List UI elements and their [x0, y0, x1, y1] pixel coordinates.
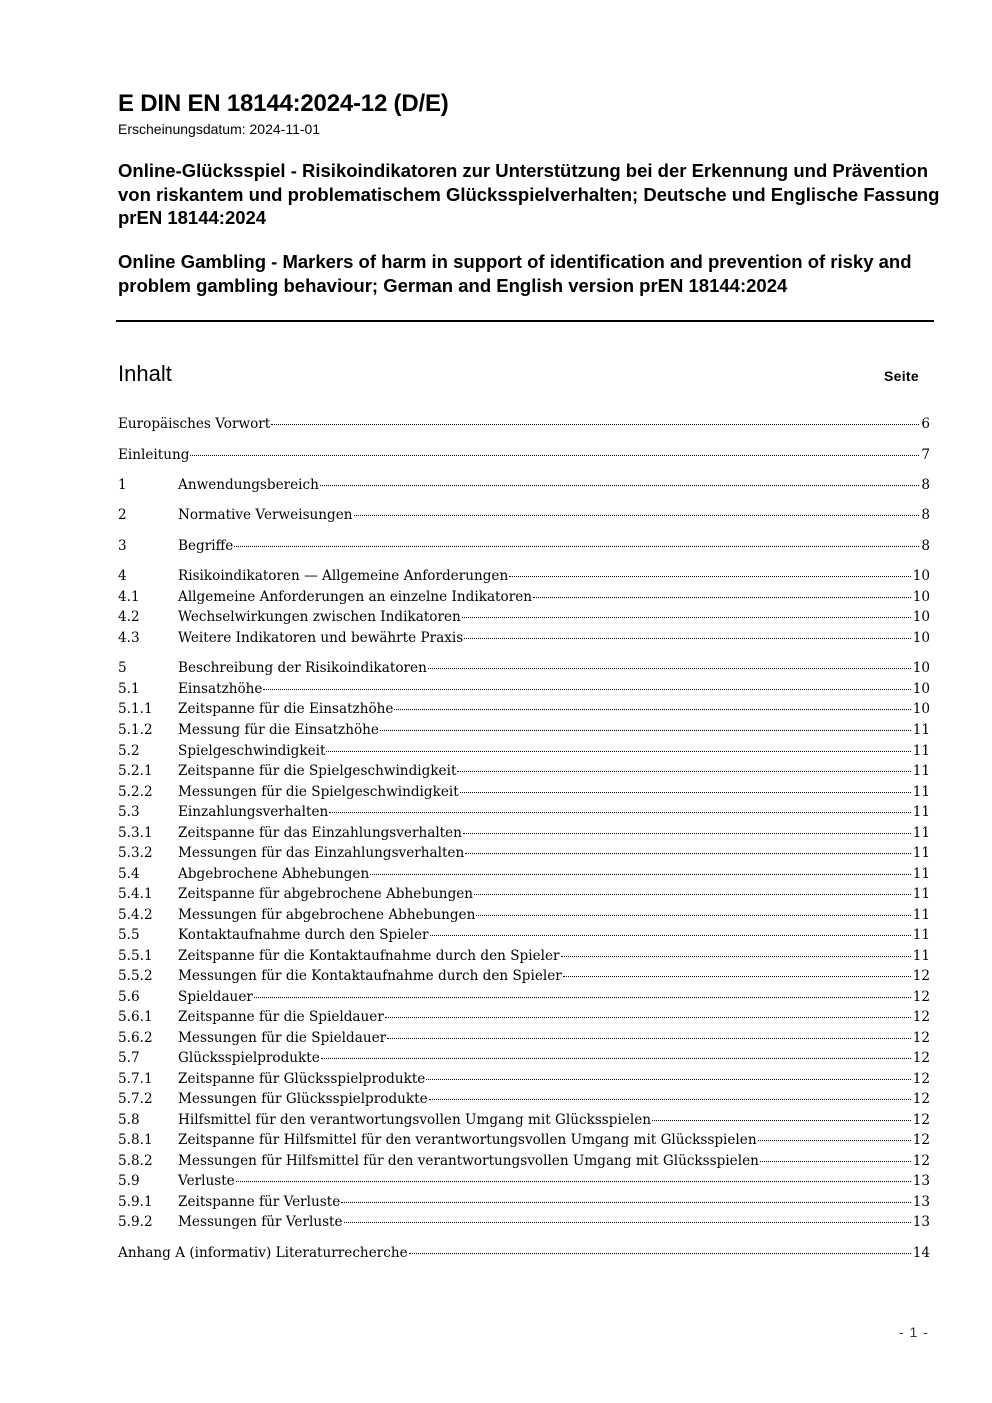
toc-entry-page: 12 — [912, 1071, 930, 1087]
toc-entry-number: 5.2.2 — [118, 784, 153, 800]
toc-entry[interactable] — [118, 660, 930, 681]
toc-dot-leader — [463, 833, 911, 834]
toc-entry-number: 4.1 — [118, 589, 140, 605]
toc-entry-title: Weitere Indikatoren und bewährte Praxis — [178, 630, 464, 646]
toc-dot-leader — [234, 546, 919, 547]
toc-entry-number: 1 — [118, 477, 127, 493]
toc-entry-number: 5.5 — [118, 927, 140, 943]
toc-entry-page: 10 — [912, 681, 930, 697]
toc-entry-page: 12 — [912, 968, 930, 984]
toc-entry-title: Anhang A (informativ) Literaturrecherche — [118, 1245, 408, 1261]
toc-dot-leader — [464, 638, 910, 639]
toc-entry-title: Zeitspanne für Hilfsmittel für den verantwortungsvollen Umgang mit Glücksspielen — [178, 1132, 757, 1148]
toc-entry[interactable] — [118, 968, 930, 989]
toc-entry-page: 7 — [921, 447, 930, 463]
toc-entry-number: 5.1 — [118, 681, 140, 697]
toc-entry[interactable] — [118, 568, 930, 589]
publication-date: Erscheinungsdatum: 2024-11-01 — [118, 121, 321, 137]
toc-entry-number: 5.2.1 — [118, 763, 153, 779]
toc-entry-page: 11 — [912, 845, 930, 861]
toc-entry-number: 3 — [118, 538, 127, 554]
toc-entry-page: 11 — [912, 825, 930, 841]
toc-entry[interactable] — [118, 845, 930, 866]
toc-entry-title: Messungen für die Spieldauer — [178, 1030, 387, 1046]
toc-dot-leader — [476, 915, 910, 916]
toc-entry-title: Einleitung — [118, 447, 190, 463]
toc-entry-title: Messungen für Verluste — [178, 1214, 343, 1230]
toc-entry-title: Hilfsmittel für den verantwortungsvollen Umgang mit Glücksspielen — [178, 1112, 652, 1128]
toc-entry-title: Spieldauer — [178, 989, 253, 1005]
toc-dot-leader — [760, 1161, 911, 1162]
toc-entry-page: 12 — [912, 1030, 930, 1046]
toc-entry-page: 10 — [912, 660, 930, 676]
toc-entry-title: Messungen für das Einzahlungsverhalten — [178, 845, 465, 861]
toc-entry-number: 5.3 — [118, 804, 140, 820]
toc-dot-leader — [428, 668, 911, 669]
toc-entry-page: 11 — [912, 804, 930, 820]
toc-entry-number: 5.7.1 — [118, 1071, 153, 1087]
toc-entry-title: Anwendungsbereich — [178, 477, 319, 493]
toc-dot-leader — [326, 751, 910, 752]
toc-entry-page: 11 — [912, 866, 930, 882]
toc-entry[interactable] — [118, 1112, 930, 1133]
toc-dot-leader — [380, 730, 911, 731]
toc-entry-title: Zeitspanne für die Spielgeschwindigkeit — [178, 763, 457, 779]
toc-entry-page: 8 — [921, 507, 930, 523]
toc-entry-number: 5.4.2 — [118, 907, 153, 923]
toc-entry-number: 5.4.1 — [118, 886, 153, 902]
toc-entry[interactable] — [118, 1071, 930, 1092]
toc-entry-page: 10 — [912, 568, 930, 584]
toc-heading: Inhalt — [118, 361, 172, 386]
toc-dot-leader — [465, 853, 910, 854]
toc-entry-title: Spielgeschwindigkeit — [178, 743, 326, 759]
toc-entry[interactable] — [118, 1030, 930, 1051]
toc-entry-page: 11 — [912, 907, 930, 923]
toc-dot-leader — [563, 976, 911, 977]
toc-dot-leader — [320, 485, 919, 486]
toc-entry[interactable] — [118, 630, 930, 651]
toc-entry-page: 6 — [921, 416, 930, 432]
toc-dot-leader — [426, 1079, 910, 1080]
toc-entry-page: 11 — [912, 743, 930, 759]
toc-entry[interactable] — [118, 866, 930, 887]
toc-dot-leader — [533, 597, 911, 598]
toc-entry[interactable] — [118, 907, 930, 928]
toc-entry-title: Wechselwirkungen zwischen Indikatoren — [178, 609, 461, 625]
toc-dot-leader — [344, 1222, 911, 1223]
toc-entry-title: Abgebrochene Abhebungen — [178, 866, 370, 882]
toc-entry-title: Zeitspanne für das Einzahlungsverhalten — [178, 825, 462, 841]
toc-entry-number: 5.9 — [118, 1173, 140, 1189]
toc-entry[interactable] — [118, 784, 930, 805]
toc-entry[interactable] — [118, 507, 930, 528]
toc-entry[interactable] — [118, 743, 930, 764]
toc-entry-number: 5.8.1 — [118, 1132, 153, 1148]
toc-entry-page: 12 — [912, 1132, 930, 1148]
toc-entry-title: Zeitspanne für Glücksspielprodukte — [178, 1071, 426, 1087]
toc-entry-page: 10 — [912, 701, 930, 717]
toc-entry-title: Zeitspanne für Verluste — [178, 1194, 341, 1210]
toc-entry-page: 11 — [912, 722, 930, 738]
toc-dot-leader — [341, 1202, 910, 1203]
toc-entry-number: 2 — [118, 507, 127, 523]
toc-entry-title: Zeitspanne für die Kontaktaufnahme durch den Spieler — [178, 948, 560, 964]
toc-entry-title: Begriffe — [178, 538, 234, 554]
toc-entry-number: 5.9.1 — [118, 1194, 153, 1210]
toc-entry[interactable] — [118, 1091, 930, 1112]
toc-entry-number: 5.4 — [118, 866, 140, 882]
toc-entry-title: Risikoindikatoren — Allgemeine Anforderungen — [178, 568, 509, 584]
toc-dot-leader — [509, 576, 910, 577]
title-german: Online-Glücksspiel - Risikoindikatoren zur Unterstützung bei der Erkennung und Prävention von riskantem und problematischem Glücksspielverhalten; Deutsche und Englische Fassung prEN 18144:2024 — [118, 160, 940, 228]
toc-entry[interactable] — [118, 1132, 930, 1153]
toc-entry-page: 12 — [912, 1009, 930, 1025]
toc-dot-leader — [329, 812, 910, 813]
toc-entry[interactable] — [118, 589, 930, 610]
toc-entry-title: Einsatzhöhe — [178, 681, 263, 697]
toc-entry-page: 8 — [921, 477, 930, 493]
toc-entry-number: 4.2 — [118, 609, 140, 625]
toc-entry[interactable] — [118, 416, 930, 437]
toc-entry-number: 5.6 — [118, 989, 140, 1005]
toc-entry[interactable] — [118, 701, 930, 722]
toc-dot-leader — [370, 874, 910, 875]
toc-entry[interactable] — [118, 763, 930, 784]
toc-entry-page: 11 — [912, 948, 930, 964]
toc-entry[interactable] — [118, 1153, 930, 1174]
toc-entry[interactable] — [118, 927, 930, 948]
page-number: - 1 - — [899, 1324, 929, 1340]
toc-entry-title: Messungen für die Kontaktaufnahme durch den Spieler — [178, 968, 562, 984]
toc-entry[interactable] — [118, 477, 930, 498]
toc-entry[interactable] — [118, 886, 930, 907]
toc-entry-number: 5.6.1 — [118, 1009, 153, 1025]
toc-entry-page: 11 — [912, 784, 930, 800]
toc-entry-number: 5.7 — [118, 1050, 140, 1066]
toc-entry[interactable] — [118, 948, 930, 969]
toc-entry-page: 11 — [912, 763, 930, 779]
toc-entry-number: 5.7.2 — [118, 1091, 153, 1107]
toc-dot-leader — [263, 689, 910, 690]
toc-entry-number: 4.3 — [118, 630, 140, 646]
toc-entry-title: Normative Verweisungen — [178, 507, 353, 523]
toc-entry-number: 5.5.2 — [118, 968, 153, 984]
toc-entry[interactable] — [118, 1245, 930, 1266]
toc-entry-number: 5.3.1 — [118, 825, 153, 841]
toc-entry-title: Beschreibung der Risikoindikatoren — [178, 660, 427, 676]
toc-entry-title: Allgemeine Anforderungen an einzelne Indikatoren — [178, 589, 532, 605]
toc-entry[interactable] — [118, 1009, 930, 1030]
toc-entry-title: Messungen für die Spielgeschwindigkeit — [178, 784, 459, 800]
toc-entry-number: 5.1.1 — [118, 701, 153, 717]
toc-entry-page: 11 — [912, 927, 930, 943]
document-id: E DIN EN 18144:2024-12 (D/E) — [118, 90, 449, 117]
toc-dot-leader — [462, 617, 911, 618]
toc-entry[interactable] — [118, 1173, 930, 1194]
toc-entry-number: 5.9.2 — [118, 1214, 153, 1230]
toc-entry-title: Glücksspielprodukte — [178, 1050, 320, 1066]
toc-entry-page: 12 — [912, 1153, 930, 1169]
toc-entry[interactable] — [118, 609, 930, 630]
toc-dot-leader — [457, 771, 910, 772]
toc-entry[interactable] — [118, 825, 930, 846]
toc-entry-title: Verluste — [178, 1173, 235, 1189]
toc-entry-number: 5.3.2 — [118, 845, 153, 861]
toc-entry[interactable] — [118, 804, 930, 825]
toc-entry-title: Einzahlungsverhalten — [178, 804, 329, 820]
toc-entry[interactable] — [118, 681, 930, 702]
toc-dot-leader — [190, 455, 919, 456]
toc-entry[interactable] — [118, 447, 930, 468]
toc-entry-title: Messungen für Hilfsmittel für den verantwortungsvollen Umgang mit Glücksspielen — [178, 1153, 759, 1169]
toc-dot-leader — [758, 1140, 911, 1141]
toc-dot-leader — [254, 997, 911, 998]
toc-page-column-label: Seite — [884, 368, 919, 384]
toc-entry-title: Messungen für abgebrochene Abhebungen — [178, 907, 476, 923]
toc-dot-leader — [354, 515, 920, 516]
toc-dot-leader — [321, 1058, 911, 1059]
toc-entry-page: 10 — [912, 630, 930, 646]
toc-entry-number: 5.5.1 — [118, 948, 153, 964]
toc-entry-page: 13 — [912, 1214, 930, 1230]
toc-entry-title: Zeitspanne für die Spieldauer — [178, 1009, 384, 1025]
toc-entry-number: 5.1.2 — [118, 722, 153, 738]
toc-entry[interactable] — [118, 538, 930, 559]
toc-entry-number: 5.8 — [118, 1112, 140, 1128]
toc-dot-leader — [394, 709, 910, 710]
toc-entry-number: 5.8.2 — [118, 1153, 153, 1169]
toc-entry-title: Kontaktaufnahme durch den Spieler — [178, 927, 429, 943]
toc-dot-leader — [385, 1017, 911, 1018]
toc-dot-leader — [460, 792, 911, 793]
toc-entry[interactable] — [118, 1194, 930, 1215]
toc-entry-number: 5.2 — [118, 743, 140, 759]
toc-entry[interactable] — [118, 989, 930, 1010]
toc-entry-title: Messung für die Einsatzhöhe — [178, 722, 379, 738]
toc-dot-leader — [387, 1038, 911, 1039]
toc-entry-number: 5 — [118, 660, 127, 676]
toc-entry-title: Zeitspanne für die Einsatzhöhe — [178, 701, 394, 717]
toc-dot-leader — [429, 1099, 911, 1100]
toc-entry-title: Messungen für Glücksspielprodukte — [178, 1091, 428, 1107]
toc-entry-number: 5.6.2 — [118, 1030, 153, 1046]
toc-entry-page: 12 — [912, 1091, 930, 1107]
toc-entry-page: 13 — [912, 1173, 930, 1189]
toc-entry[interactable] — [118, 1050, 930, 1071]
toc-entry-page: 10 — [912, 589, 930, 605]
title-english: Online Gambling - Markers of harm in support of identification and prevention of risky and problem gambling behaviour; German and English version prEN 18144:2024 — [118, 251, 912, 296]
toc-entry-page: 12 — [912, 1050, 930, 1066]
toc-dot-leader — [271, 424, 919, 425]
toc-entry-title: Europäisches Vorwort — [118, 416, 271, 432]
toc-entry-page: 12 — [912, 1112, 930, 1128]
toc-entry-title: Zeitspanne für abgebrochene Abhebungen — [178, 886, 474, 902]
toc-entry[interactable] — [118, 1214, 930, 1235]
toc-entry-page: 14 — [912, 1245, 930, 1261]
toc-entry-number: 4 — [118, 568, 127, 584]
header-rule — [116, 320, 934, 322]
toc-dot-leader — [409, 1253, 911, 1254]
toc-entry-page: 12 — [912, 989, 930, 1005]
toc-dot-leader — [561, 956, 911, 957]
toc-dot-leader — [652, 1120, 911, 1121]
toc-entry-page: 10 — [912, 609, 930, 625]
toc-entry[interactable] — [118, 722, 930, 743]
toc-dot-leader — [236, 1181, 911, 1182]
toc-entry-page: 11 — [912, 886, 930, 902]
toc-entry-page: 8 — [921, 538, 930, 554]
toc-dot-leader — [430, 935, 911, 936]
toc-entry-page: 13 — [912, 1194, 930, 1210]
toc-dot-leader — [474, 894, 911, 895]
